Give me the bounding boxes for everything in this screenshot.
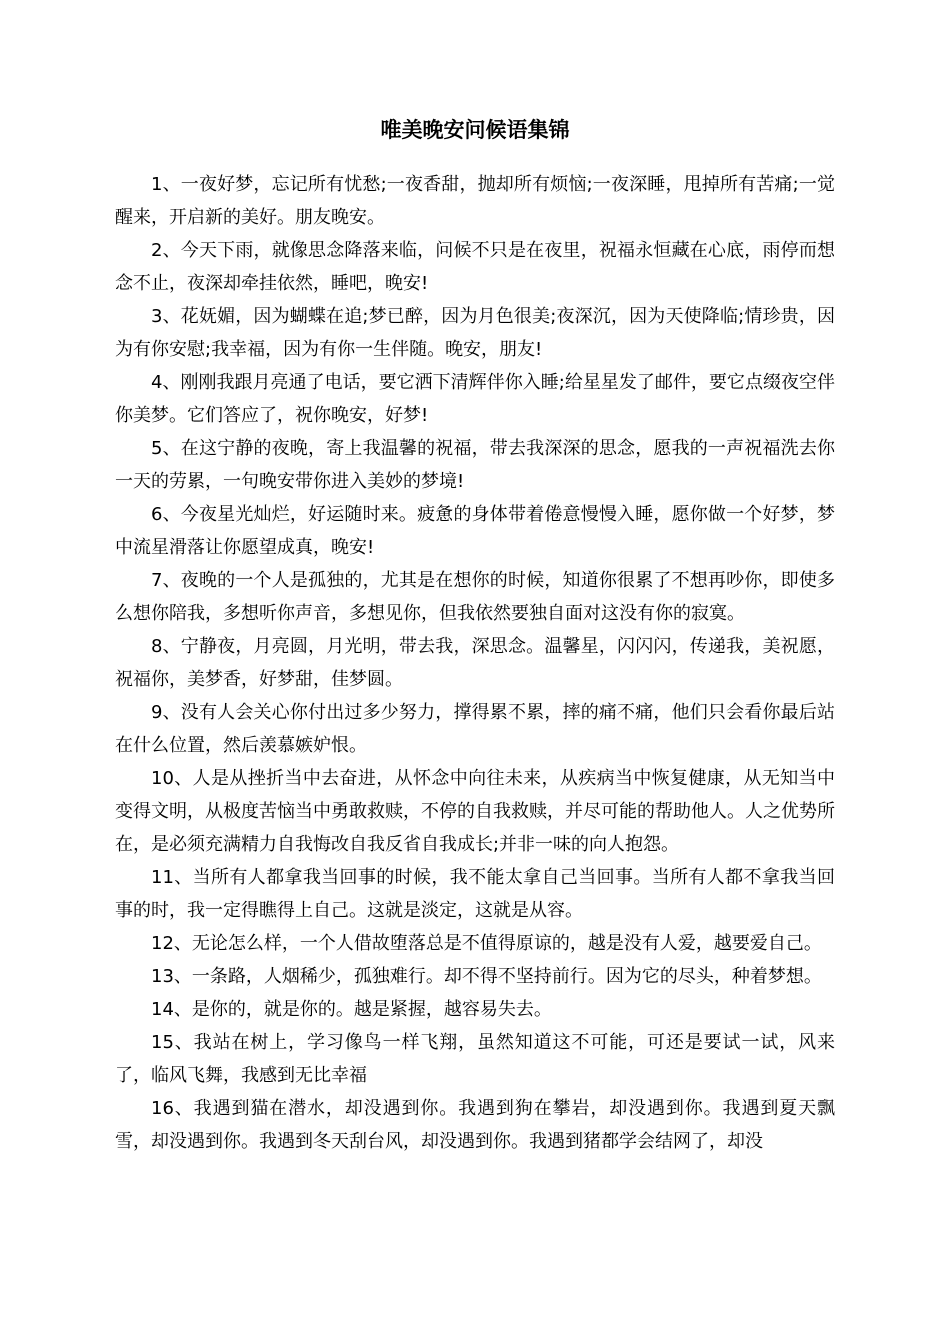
document-body bbox=[115, 168, 835, 1158]
paragraph-6: 6、今夜星光灿烂，好运随时来。疲惫的身体带着倦意慢慢入睡，愿你做一个好梦，梦中流星滑落让你愿望成真，晚安! bbox=[115, 504, 835, 558]
paragraph-16: 16、我遇到猫在潜水，却没遇到你。我遇到狗在攀岩，却没遇到你。我遇到夏天飘雪，却没遇到你。我遇到冬天刮台风，却没遇到你。我遇到猪都学会结网了，却没 bbox=[115, 1098, 835, 1152]
paragraph-10: 10、人是从挫折当中去奋进，从怀念中向往未来，从疾病当中恢复健康，从无知当中变得文明，从极度苦恼当中勇敢救赎，不停的自我救赎，并尽可能的帮助他人。人之优势所在，是必须充满精力自我悔改自我反省自我成长;并非一味的向人抱怨。 bbox=[115, 768, 835, 855]
paragraph-14: 14、是你的，就是你的。越是紧握，越容易失去。 bbox=[151, 999, 552, 1020]
paragraph-2: 2、今天下雨，就像思念降落来临，问候不只是在夜里，祝福永恒藏在心底，雨停而想念不止，夜深却牵挂依然，睡吧，晚安! bbox=[115, 240, 835, 294]
paragraph-4: 4、刚刚我跟月亮通了电话，要它洒下清辉伴你入睡;给星星发了邮件，要它点缀夜空伴你美梦。它们答应了，祝你晚安，好梦! bbox=[115, 372, 835, 426]
paragraph-3: 3、花妩媚，因为蝴蝶在追;梦已醉，因为月色很美;夜深沉，因为天使降临;情珍贵，因为有你安慰;我幸福，因为有你一生伴随。晚安，朋友! bbox=[115, 306, 835, 360]
paragraph-8: 8、宁静夜，月亮圆，月光明，带去我，深思念。温馨星，闪闪闪，传递我，美祝愿，祝福你，美梦香，好梦甜，佳梦圆。 bbox=[115, 636, 835, 690]
paragraph-5: 5、在这宁静的夜晚，寄上我温馨的祝福，带去我深深的思念，愿我的一声祝福洗去你一天的劳累，一句晚安带你进入美妙的梦境! bbox=[115, 438, 835, 492]
paragraph-11: 11、当所有人都拿我当回事的时候，我不能太拿自己当回事。当所有人都不拿我当回事的时，我一定得瞧得上自己。这就是淡定，这就是从容。 bbox=[115, 867, 835, 921]
paragraph-15: 15、我站在树上，学习像鸟一样飞翔，虽然知道这不可能，可还是要试一试，风来了，临风飞舞，我感到无比幸福 bbox=[115, 1032, 835, 1086]
paragraph-13: 13、一条路，人烟稀少，孤独难行。却不得不坚持前行。因为它的尽头，种着梦想。 bbox=[151, 966, 822, 987]
document-title: 唯美晚安问候语集锦 bbox=[380, 118, 570, 142]
paragraph-7: 7、夜晚的一个人是孤独的，尤其是在想你的时候，知道你很累了不想再吵你，即使多么想你陪我，多想听你声音，多想见你，但我依然要独自面对这没有你的寂寞。 bbox=[115, 570, 835, 624]
paragraph-9: 9、没有人会关心你付出过多少努力，撑得累不累，摔的痛不痛，他们只会看你最后站在什么位置，然后羡慕嫉妒恨。 bbox=[115, 702, 835, 756]
paragraph-1: 1、一夜好梦，忘记所有忧愁;一夜香甜，抛却所有烦恼;一夜深睡，甩掉所有苦痛;一觉醒来，开启新的美好。朋友晚安。 bbox=[115, 174, 835, 228]
paragraph-12: 12、无论怎么样，一个人借故堕落总是不值得原谅的，越是没有人爱，越要爱自己。 bbox=[151, 933, 822, 954]
